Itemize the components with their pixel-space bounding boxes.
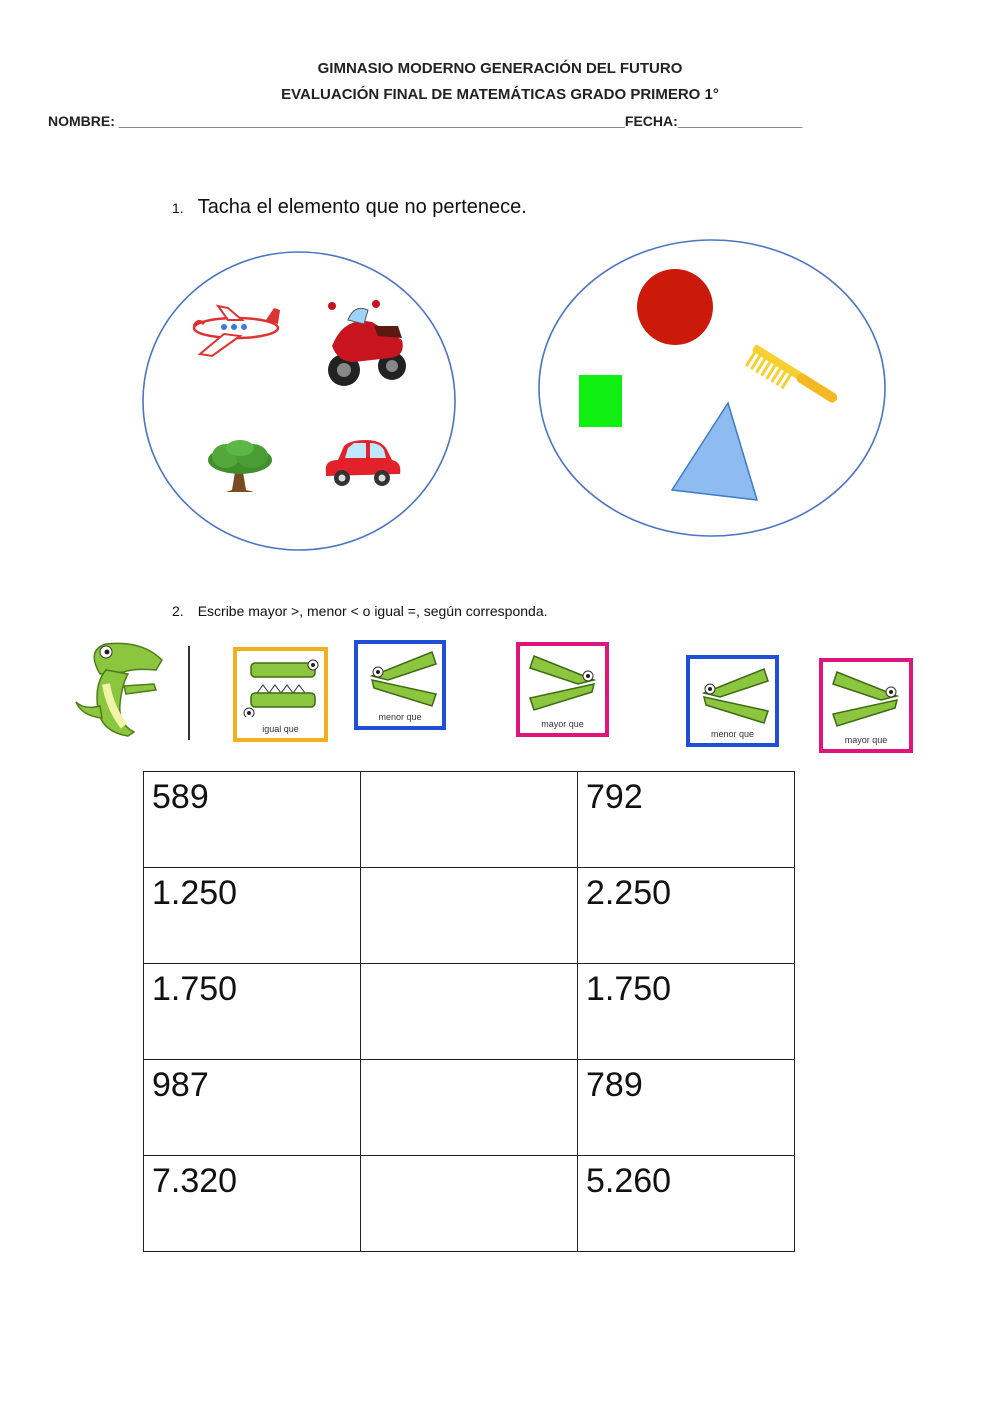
left-number: 7.320	[144, 1156, 361, 1252]
table-row	[144, 1156, 795, 1252]
car-icon[interactable]	[326, 440, 401, 486]
airplane-icon[interactable]	[194, 306, 280, 356]
card-label: igual que	[262, 724, 299, 734]
card-label: menor que	[378, 712, 422, 722]
answer-cell[interactable]	[361, 772, 578, 868]
answer-cell[interactable]	[361, 964, 578, 1060]
school-name: GIMNASIO MODERNO GENERACIÓN DEL FUTURO	[317, 60, 683, 77]
blue-triangle-shape[interactable]	[672, 403, 757, 500]
tree-icon[interactable]	[208, 440, 272, 492]
divider-line	[188, 646, 190, 740]
comparison-table	[143, 771, 795, 1252]
card-menor-que-2	[686, 655, 779, 747]
answer-cell[interactable]	[361, 1156, 578, 1252]
left-number: 589	[144, 772, 361, 868]
left-number: 1.250	[144, 868, 361, 964]
date-label: FECHA:	[624, 113, 678, 129]
question-2-text: Escribe mayor >, menor < o igual =, según corresponda.	[197, 603, 548, 619]
right-number: 792	[578, 772, 795, 868]
card-mayor-que-2	[819, 658, 913, 753]
right-set-circle	[534, 236, 892, 542]
less-than-croc-icon	[366, 648, 438, 708]
question-2-number: 2.	[172, 603, 184, 619]
left-number: 1.750	[144, 964, 361, 1060]
greater-than-croc-icon	[831, 668, 903, 730]
card-label: menor que	[710, 729, 755, 739]
left-set-circle	[138, 246, 462, 556]
table-row	[144, 868, 795, 964]
table-row	[144, 772, 795, 868]
date-field[interactable]: ________________	[677, 113, 803, 129]
answer-cell[interactable]	[361, 1060, 578, 1156]
card-label: mayor que	[541, 719, 584, 729]
question-2	[172, 603, 548, 619]
question-1-number: 1.	[172, 200, 184, 216]
card-igual-que	[233, 647, 328, 742]
left-number: 987	[144, 1060, 361, 1156]
right-number: 1.750	[578, 964, 795, 1060]
name-date-line	[48, 113, 802, 129]
right-number: 5.260	[578, 1156, 795, 1252]
motorcycle-icon[interactable]	[328, 300, 406, 386]
table-row	[144, 964, 795, 1060]
red-circle-shape[interactable]	[637, 269, 713, 345]
less-than-croc-icon	[698, 665, 770, 725]
equal-croc-icon	[243, 657, 319, 717]
comb-icon[interactable]	[743, 344, 839, 416]
card-mayor-que-1	[516, 642, 609, 737]
greater-than-croc-icon	[528, 652, 600, 714]
name-label: NOMBRE:	[48, 113, 115, 129]
question-1	[172, 196, 527, 219]
exam-title: EVALUACIÓN FINAL DE MATEMÁTICAS GRADO PRIMERO 1°	[281, 86, 719, 103]
answer-cell[interactable]	[361, 868, 578, 964]
card-label: mayor que	[844, 735, 888, 745]
table-row	[144, 1060, 795, 1156]
name-field[interactable]: _________________________________________________________________	[118, 113, 625, 129]
right-number: 789	[578, 1060, 795, 1156]
question-1-text: Tacha el elemento que no pertenece.	[197, 196, 527, 218]
green-square-shape[interactable]	[579, 375, 622, 427]
crocodile-mascot-icon	[72, 640, 168, 742]
right-number: 2.250	[578, 868, 795, 964]
card-menor-que-1	[354, 640, 446, 730]
